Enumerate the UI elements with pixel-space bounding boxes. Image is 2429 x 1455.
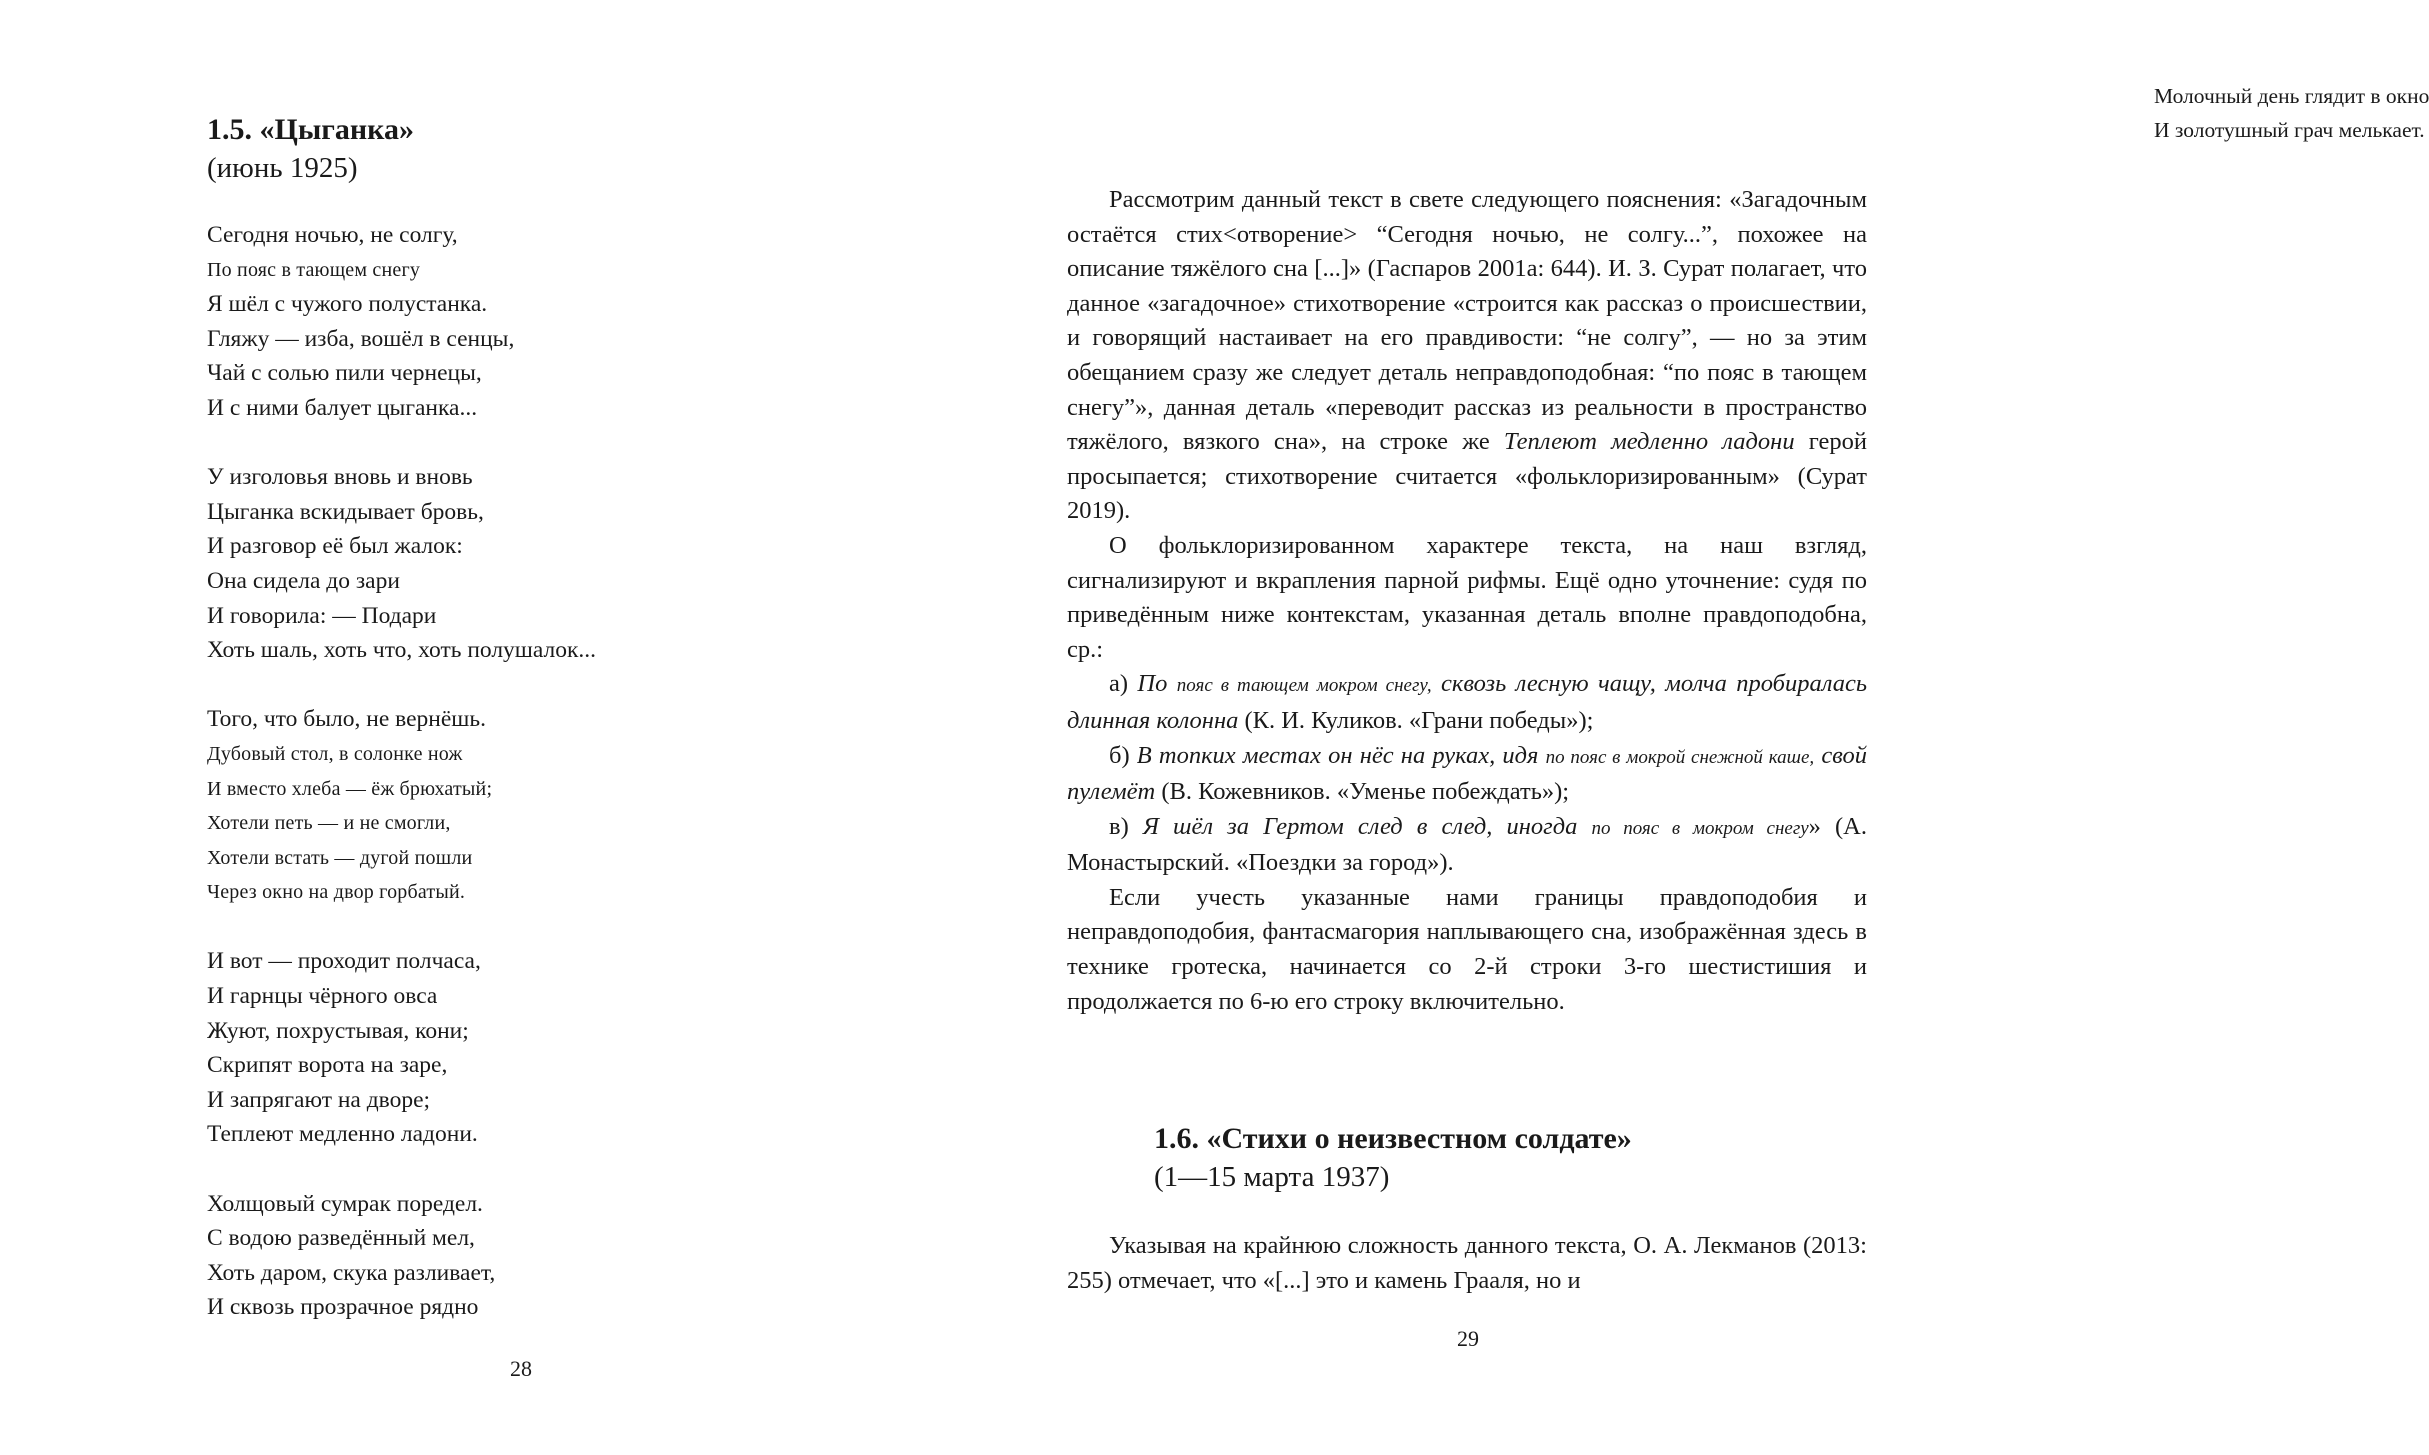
poem-line: И говорила: — Подари xyxy=(207,602,437,629)
poem xyxy=(207,218,596,1360)
poem-continuation xyxy=(2154,79,2429,147)
poem-line: Того, что было, не вернёшь. xyxy=(207,706,486,733)
poem-line: И запрягают на дворе; xyxy=(207,1086,431,1113)
stanza-4 xyxy=(207,944,596,1152)
poem-line: И вместо хлеба — ёж брюхатый; xyxy=(207,777,493,800)
example-b: б) В топких местах он нёс на руках, идя по пояс в мокрой снежной каше, свой пулемёт (В. Кожевников. «Уменье побеждать»); xyxy=(1067,741,1867,806)
italic-quote: Теплеют xyxy=(1503,428,1597,456)
stanza-1 xyxy=(207,218,596,426)
poem-line: У изголовья вновь и вновь xyxy=(207,464,473,491)
poem-line: И разговор её был жалок: xyxy=(207,533,463,560)
poem-line: Хоть даром, скука разливает, xyxy=(207,1259,496,1286)
poem-line: И вот — проходит полчаса, xyxy=(207,948,481,975)
poem-line: Она сидела до зари xyxy=(207,567,400,594)
section-date: (1—15 марта 1937) xyxy=(1154,1161,1390,1193)
body-text xyxy=(1067,183,1867,1019)
page-number: 28 xyxy=(510,1356,532,1381)
poem-line: Через окно на двор горбатый. xyxy=(207,881,466,904)
poem-line: Теплеют медленно ладони. xyxy=(207,1121,478,1148)
poem-line: Хоть шаль, хоть что, хоть полушалок... xyxy=(207,637,597,664)
poem-line: Цыганка вскидывает бровь, xyxy=(207,498,484,525)
section-heading: 1.5. «Цыганка» xyxy=(207,113,414,146)
stanza-3 xyxy=(207,702,596,910)
poem-line: Я шёл с чужого полустанка. xyxy=(207,291,488,318)
poem-line: И сквозь прозрачное рядно xyxy=(207,1294,479,1321)
poem-line: Молочный день глядит в окно xyxy=(2154,84,2429,108)
poem-line: Хотели петь — и не смогли, xyxy=(207,812,451,835)
poem-line: Чай с солью пили чернецы, xyxy=(207,360,482,387)
body-text xyxy=(1067,1229,1867,1298)
paragraph-2: О фольклоризированном характере текста, на наш взгляд, сигнализируют и вкрапления парной рифмы. Ещё одно уточнение: судя по приведённым ниже контекстам, указанная деталь вполне правдоподобна, ср.: xyxy=(1067,531,1867,663)
poem-line: Сегодня ночью, не солгу, xyxy=(207,222,458,248)
poem-line: По пояс в тающем снегу xyxy=(207,258,421,281)
paragraph-3: Если учесть указанные нами границы правдоподобия и неправдоподобия, фантасмагория наплывающего сна, изображённая здесь в технике гротеска, начинается со 2-й строки 3-го шестистишия и продолжается по 6-ю его строку включительно. xyxy=(1067,883,1867,1015)
stanza-2 xyxy=(207,460,596,668)
poem-line: Дубовый стол, в солонке нож xyxy=(207,742,463,765)
example-a: а) По пояс в тающем мокром снегу, сквозь лесную чащу, молча пробиралась длинная колонна (К. И. Куликов. «Грани победы»); xyxy=(1067,670,1867,734)
poem-line: И золотушный грач мелькает. xyxy=(2154,118,2425,142)
poem-line: И с ними балует цыганка... xyxy=(207,394,478,421)
stanza-5 xyxy=(207,1187,596,1325)
page-number: 29 xyxy=(1457,1326,1479,1351)
section-date: (июнь 1925) xyxy=(207,152,358,184)
italic-quote: медленно ладони xyxy=(1611,428,1795,456)
poem-line: И гарнцы чёрного овса xyxy=(207,983,438,1010)
poem-line: Жуют, похрустывая, кони; xyxy=(207,1017,469,1044)
paragraph-4: Указывая на крайнюю сложность данного текста, О. А. Лекманов (2013: 255) отмечает, что «[...] это и камень Грааля, но и xyxy=(1067,1232,1867,1294)
poem-line: С водою разведённый мел, xyxy=(207,1225,475,1252)
example-c: в) Я шёл за Гертом след в след, иногда по пояс в мокром снегу» (А. Монастырский. «Поездки за город»). xyxy=(1067,812,1867,877)
poem-line: Скрипят ворота на заре, xyxy=(207,1052,448,1079)
paragraph-1: Рассмотрим данный текст в свете следующего пояснения: «Загадочным остаётся стих<отворение> “Сегодня ночью, не солгу...”, похожее на описание тяжёлого сна [...]» (Гаспаров 2001а: 644). И. З. Сурат полагает, что данное «загадочное» стихотворение «строится как рассказ о происшествии, и говорящий настаивает на его правдивости: “не солгу”, — но за этим обещанием сразу же следует деталь неправдоподобная: “по пояс в тающем снегу”», данная деталь «переводит рассказ из реальности в пространство тяжёлого, вязкого сна», на строке же Теплеют медленно ладони герой просыпается; стихотворение считается «фольклоризированным» (Сурат 2019). xyxy=(1067,186,1867,525)
section-heading: 1.6. «Стихи о неизвестном солдате» xyxy=(1154,1122,1632,1155)
poem-line: Гляжу — изба, вошёл в сенцы, xyxy=(207,325,515,352)
poem-line: Холщовый сумрак поредел. xyxy=(207,1190,483,1217)
poem-line: Хотели встать — дугой пошли xyxy=(207,846,473,869)
left-page xyxy=(0,0,1000,1455)
